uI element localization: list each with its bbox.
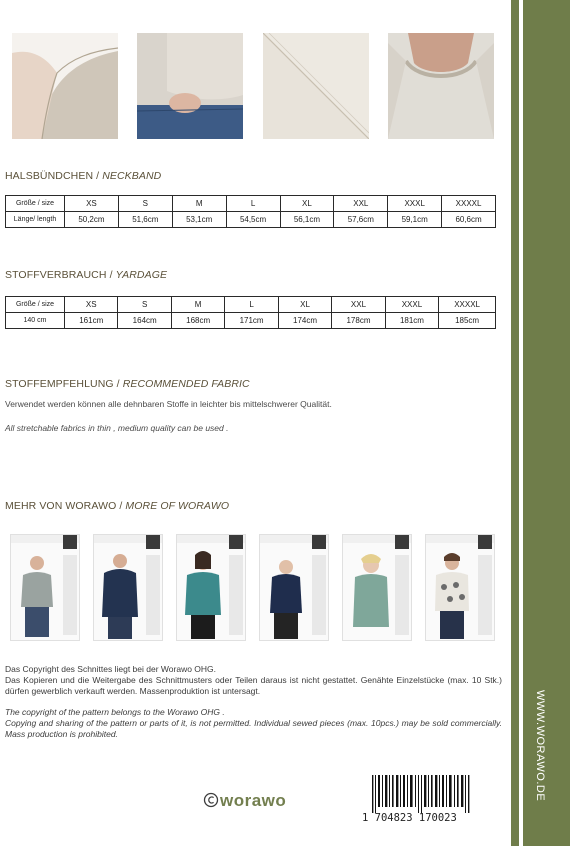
pattern-cover[interactable] xyxy=(176,534,246,641)
table-cell: 54,5cm xyxy=(226,212,280,228)
table-cell: 164cm xyxy=(118,313,171,329)
shoulder-raglan-seam-photo xyxy=(12,33,118,139)
yardage-heading xyxy=(5,269,167,281)
table-row xyxy=(6,212,496,228)
pattern-covers xyxy=(10,534,496,641)
table-cell: 53,1cm xyxy=(172,212,226,228)
table-cell: Größe / size xyxy=(6,196,65,212)
table-cell: XL xyxy=(278,297,331,313)
table-cell: XXXL xyxy=(385,297,438,313)
table-cell: 174cm xyxy=(278,313,331,329)
table-cell: 56,1cm xyxy=(280,212,334,228)
worawo-logo xyxy=(203,790,313,810)
copyright-en-2: Copying and sharing of the pattern or parts of it, is not permitted. Individual sewed pieces (max. 10pcs.) may be sold commercially. Mass production is prohibited. xyxy=(5,718,502,739)
table-cell: 60,6cm xyxy=(442,212,496,228)
table-cell: S xyxy=(118,196,172,212)
table-cell: S xyxy=(118,297,171,313)
neckband-heading xyxy=(5,170,161,182)
table-cell: 185cm xyxy=(439,313,496,329)
table-cell: 59,1cm xyxy=(388,212,442,228)
table-cell: 57,6cm xyxy=(334,212,388,228)
copyright-en-1: The copyright of the pattern belongs to the Worawo OHG . xyxy=(5,707,225,717)
more-heading xyxy=(5,500,229,512)
table-cell: XL xyxy=(280,196,334,212)
fabric-heading-de: STOFFEMPFEHLUNG / xyxy=(5,378,123,390)
more-heading-en: MORE OF WORAWO xyxy=(125,500,230,512)
table-row xyxy=(6,297,496,313)
yardage-heading-de: STOFFVERBRAUCH / xyxy=(5,269,116,281)
neckband-table xyxy=(5,195,496,228)
fabric-seam-closeup-photo xyxy=(263,33,369,139)
neckband-heading-en: NECKBAND xyxy=(102,170,162,182)
table-row xyxy=(6,313,496,329)
table-cell: 140 cm xyxy=(6,313,65,329)
pattern-cover[interactable] xyxy=(10,534,80,641)
barcode xyxy=(362,775,482,825)
pattern-cover[interactable] xyxy=(259,534,329,641)
table-cell: L xyxy=(225,297,278,313)
table-cell: XXL xyxy=(334,196,388,212)
fabric-text-de: Verwendet werden können alle dehnbaren Stoffe in leichter bis mittelschwerer Qualität. xyxy=(5,399,332,409)
table-cell: XXXL xyxy=(388,196,442,212)
table-cell: 171cm xyxy=(225,313,278,329)
table-cell: 161cm xyxy=(65,313,118,329)
neckband-heading-de: HALSBÜNDCHEN / xyxy=(5,170,103,182)
table-cell: XXXXL xyxy=(442,196,496,212)
table-cell: M xyxy=(171,297,224,313)
fabric-heading-en: RECOMMENDED FABRIC xyxy=(122,378,250,390)
svg-text:worawo: worawo xyxy=(220,791,287,810)
table-cell: XS xyxy=(65,196,119,212)
table-cell: M xyxy=(172,196,226,212)
table-row xyxy=(6,196,496,212)
more-heading-de: MEHR VON WORAWO / xyxy=(5,500,126,512)
copyright-de-2: Das Kopieren und die Weitergabe des Schnittmusters oder Teilen daraus ist nicht gestattet. Genähte Einzelstücke (max. 10 Stk.) dürfen gewerblich verkauft werden. Massenproduktion ist untersagt. xyxy=(5,675,502,696)
table-cell: XXL xyxy=(332,297,385,313)
table-cell: XXXXL xyxy=(439,297,496,313)
table-cell: L xyxy=(226,196,280,212)
table-cell: Größe / size xyxy=(6,297,65,313)
pattern-cover[interactable] xyxy=(425,534,495,641)
hand-in-pocket-sleeve-photo xyxy=(137,33,243,139)
fabric-text-en: All stretchable fabrics in thin , medium quality can be used . xyxy=(5,423,229,433)
table-cell: 50,2cm xyxy=(65,212,119,228)
table-cell: 51,6cm xyxy=(118,212,172,228)
copyright-de-1: Das Copyright des Schnittes liegt bei der Worawo OHG. xyxy=(5,664,217,674)
table-cell: 178cm xyxy=(332,313,385,329)
pattern-cover[interactable] xyxy=(93,534,163,641)
table-cell: XS xyxy=(65,297,118,313)
sidebar xyxy=(508,0,570,846)
sidebar-stripe xyxy=(511,0,519,846)
website-url-text: WWW.WORAWO.DE xyxy=(534,690,546,802)
website-url[interactable] xyxy=(536,690,556,810)
barcode-number: 1 704823 170023 xyxy=(362,812,457,824)
detail-photos xyxy=(12,33,494,139)
table-cell: 181cm xyxy=(385,313,438,329)
yardage-heading-en: YARDAGE xyxy=(115,269,168,281)
neckband-closeup-photo xyxy=(388,33,494,139)
fabric-heading xyxy=(5,378,250,390)
table-cell: 168cm xyxy=(171,313,224,329)
yardage-table xyxy=(5,296,496,329)
table-cell: Länge/ length xyxy=(6,212,65,228)
pattern-cover[interactable] xyxy=(342,534,412,641)
